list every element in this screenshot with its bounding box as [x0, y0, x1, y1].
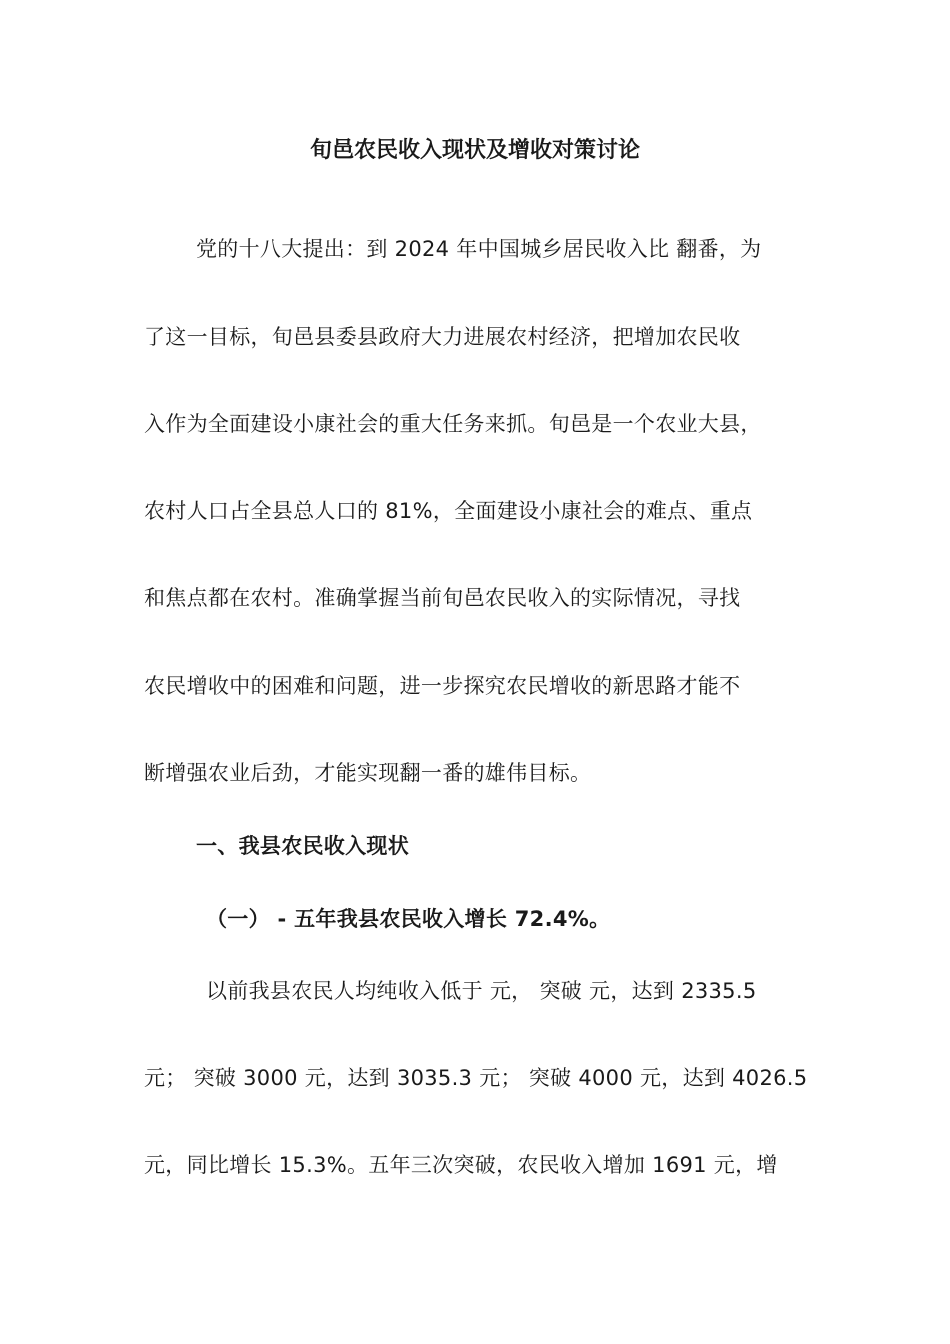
body-line-2: 元； 突破 3000 元，达到 3035.3 元； 突破 4000 元，达到 4026.5: [144, 1066, 808, 1090]
intro-line-6: 农民增收中的困难和问题，进一步探究农民增收的新思路才能不: [144, 674, 741, 698]
intro-line-2: 了这一目标，旬邑县委县政府大力进展农村经济，把增加农民收: [144, 325, 741, 349]
document-title: 旬邑农民收入现状及增收对策讨论: [309, 138, 640, 163]
body-line-3: 元，同比增长 15.3%。五年三次突破，农民收入增加 1691 元，增: [144, 1153, 778, 1177]
intro-line-1: 党的十八大提出：到 2024 年中国城乡居民收入比 翻番，为: [196, 237, 762, 261]
intro-line-7: 断增强农业后劲，才能实现翻一番的雄伟目标。: [144, 761, 592, 785]
subsection-heading: （一） - 五年我县农民收入增长 72.4%。: [206, 907, 611, 931]
intro-line-3: 入作为全面建设小康社会的重大任务来抓。旬邑是一个农业大县，: [144, 412, 762, 436]
section-heading: 一、我县农民收入现状: [196, 834, 409, 858]
intro-line-5: 和焦点都在农村。准确掌握当前旬邑农民收入的实际情况，寻找: [144, 586, 741, 610]
body-line-1: 以前我县农民人均纯收入低于 元， 突破 元，达到 2335.5: [206, 979, 757, 1003]
intro-line-4: 农村人口占全县总人口的 81%，全面建设小康社会的难点、重点: [144, 499, 753, 523]
